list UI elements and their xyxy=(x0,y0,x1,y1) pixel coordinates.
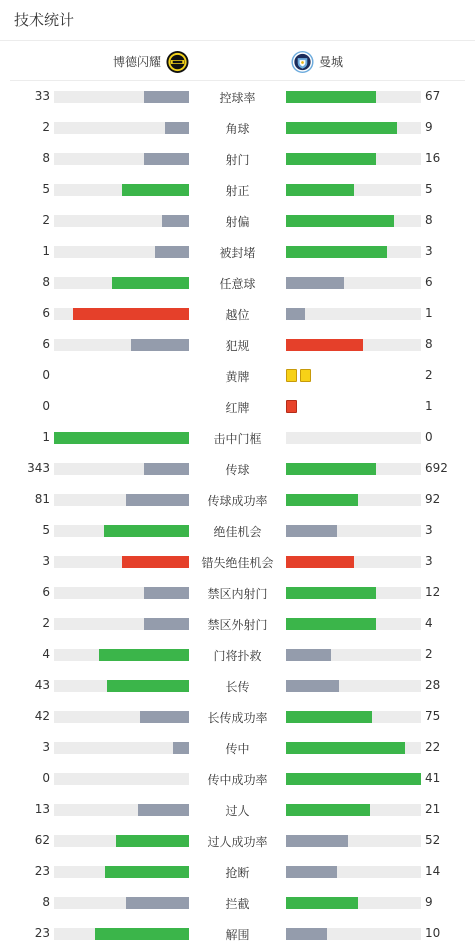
away-value: 5 xyxy=(425,182,433,196)
away-bar-fill xyxy=(286,184,354,196)
stat-row xyxy=(0,267,475,298)
stat-row xyxy=(0,608,475,639)
away-bar xyxy=(286,339,421,351)
home-bar xyxy=(54,184,189,196)
home-value: 33 xyxy=(34,89,50,103)
away-bar xyxy=(286,742,421,754)
away-bar-fill xyxy=(286,153,376,165)
home-value: 343 xyxy=(27,461,50,475)
stat-row xyxy=(0,794,475,825)
away-bar-fill xyxy=(286,773,421,785)
home-bar xyxy=(54,463,189,475)
away-bar-fill xyxy=(286,804,370,816)
home-bar-fill xyxy=(107,680,189,692)
away-value: 75 xyxy=(425,709,441,723)
home-value: 2 xyxy=(42,616,50,630)
stat-row xyxy=(0,205,475,236)
stat-label: 禁区外射门 xyxy=(207,618,268,632)
stat-label: 被封堵 xyxy=(219,246,256,260)
away-value: 8 xyxy=(425,337,433,351)
home-value: 6 xyxy=(42,337,50,351)
home-value: 0 xyxy=(42,368,50,382)
away-bar xyxy=(286,215,421,227)
away-value: 2 xyxy=(425,647,433,661)
stat-label: 传球 xyxy=(225,463,250,477)
stat-row xyxy=(0,515,475,546)
away-bar xyxy=(286,432,421,444)
home-value: 5 xyxy=(42,182,50,196)
home-bar xyxy=(54,153,189,165)
home-bar-fill xyxy=(131,339,189,351)
away-value: 2 xyxy=(425,368,433,382)
home-bar xyxy=(54,215,189,227)
away-bar xyxy=(286,277,421,289)
stat-label: 红牌 xyxy=(225,401,250,415)
away-bar-fill xyxy=(286,835,348,847)
stat-label: 禁区内射门 xyxy=(207,587,268,601)
home-bar xyxy=(54,618,189,630)
stat-row xyxy=(0,174,475,205)
stat-row xyxy=(0,701,475,732)
stat-label: 绝佳机会 xyxy=(213,525,262,539)
yellow-card-icon xyxy=(286,369,297,382)
stat-label: 拦截 xyxy=(225,897,250,911)
away-bar-fill xyxy=(286,556,354,568)
home-bar-fill xyxy=(155,246,189,258)
away-cards xyxy=(286,400,297,413)
away-value: 9 xyxy=(425,895,433,909)
away-bar-fill xyxy=(286,928,327,940)
away-value: 3 xyxy=(425,523,433,537)
stat-label: 击中门框 xyxy=(213,432,262,446)
away-bar-fill xyxy=(286,618,376,630)
stat-label: 过人 xyxy=(225,804,250,818)
stat-label: 传球成功率 xyxy=(207,494,268,508)
home-bar xyxy=(54,339,189,351)
home-bar xyxy=(54,432,189,444)
yellow-card-icon xyxy=(300,369,311,382)
home-bar xyxy=(54,711,189,723)
stat-row xyxy=(0,887,475,918)
away-value: 14 xyxy=(425,864,441,878)
home-value: 8 xyxy=(42,275,50,289)
stat-row xyxy=(0,918,475,949)
home-bar-fill xyxy=(122,184,190,196)
away-bar xyxy=(286,897,421,909)
stat-label: 门将扑救 xyxy=(213,649,262,663)
away-bar-fill xyxy=(286,463,376,475)
away-value: 3 xyxy=(425,244,433,258)
home-bar-fill xyxy=(144,587,189,599)
home-bar xyxy=(54,494,189,506)
away-bar xyxy=(286,680,421,692)
home-team-name: 博德闪耀 xyxy=(112,55,161,69)
home-bar-fill xyxy=(116,835,189,847)
home-value: 5 xyxy=(42,523,50,537)
home-value: 42 xyxy=(34,709,50,723)
home-bar-fill xyxy=(95,928,190,940)
home-bar xyxy=(54,897,189,909)
stat-label: 传中成功率 xyxy=(207,773,268,787)
stat-label: 抢断 xyxy=(225,866,250,880)
home-value: 3 xyxy=(42,554,50,568)
title-divider xyxy=(0,40,475,41)
home-value: 2 xyxy=(42,213,50,227)
manchester-city-crest-icon xyxy=(291,50,314,73)
stat-label: 长传 xyxy=(225,680,250,694)
red-card-icon xyxy=(286,400,297,413)
teams-header xyxy=(0,44,475,80)
away-bar xyxy=(286,153,421,165)
stat-row xyxy=(0,422,475,453)
stat-row xyxy=(0,763,475,794)
stat-label: 任意球 xyxy=(219,277,256,291)
home-value: 2 xyxy=(42,120,50,134)
stat-row xyxy=(0,453,475,484)
stat-label: 控球率 xyxy=(219,91,256,105)
home-value: 6 xyxy=(42,306,50,320)
home-bar-fill xyxy=(104,525,189,537)
away-bar-fill xyxy=(286,122,397,134)
home-bar-fill xyxy=(112,277,189,289)
stat-label: 传中 xyxy=(225,742,250,756)
away-value: 1 xyxy=(425,306,433,320)
home-value: 1 xyxy=(42,430,50,444)
home-value: 43 xyxy=(34,678,50,692)
away-bar-fill xyxy=(286,246,387,258)
home-value: 13 xyxy=(34,802,50,816)
away-value: 0 xyxy=(425,430,433,444)
away-bar-fill xyxy=(286,308,305,320)
home-value: 23 xyxy=(34,864,50,878)
away-value: 1 xyxy=(425,399,433,413)
away-value: 28 xyxy=(425,678,441,692)
away-value: 10 xyxy=(425,926,441,940)
home-value: 0 xyxy=(42,771,50,785)
stat-label: 错失绝佳机会 xyxy=(201,556,274,570)
home-bar xyxy=(54,649,189,661)
away-bar xyxy=(286,804,421,816)
home-bar-fill xyxy=(144,618,189,630)
away-bar xyxy=(286,711,421,723)
away-value: 3 xyxy=(425,554,433,568)
stat-row xyxy=(0,143,475,174)
home-bar-fill xyxy=(54,432,189,444)
home-bar-fill xyxy=(144,463,189,475)
home-bar-fill xyxy=(105,866,189,878)
away-value: 12 xyxy=(425,585,441,599)
stat-row xyxy=(0,81,475,112)
away-bar xyxy=(286,618,421,630)
away-value: 8 xyxy=(425,213,433,227)
home-bar-fill xyxy=(126,494,189,506)
stat-label: 过人成功率 xyxy=(207,835,268,849)
away-bar xyxy=(286,246,421,258)
home-bar xyxy=(54,587,189,599)
away-value: 21 xyxy=(425,802,441,816)
home-bar-fill xyxy=(165,122,189,134)
home-bar-fill xyxy=(144,153,189,165)
home-bar xyxy=(54,277,189,289)
away-bar-fill xyxy=(286,711,372,723)
away-bar xyxy=(286,184,421,196)
home-bar-fill xyxy=(122,556,190,568)
away-bar xyxy=(286,773,421,785)
home-value: 1 xyxy=(42,244,50,258)
away-value: 92 xyxy=(425,492,441,506)
away-bar-fill xyxy=(286,742,405,754)
away-bar xyxy=(286,463,421,475)
away-bar-fill xyxy=(286,680,339,692)
home-bar xyxy=(54,91,189,103)
home-bar-fill xyxy=(99,649,189,661)
away-team[interactable] xyxy=(291,50,343,73)
away-bar-fill xyxy=(286,277,344,289)
home-bar xyxy=(54,835,189,847)
away-bar xyxy=(286,866,421,878)
stat-row xyxy=(0,112,475,143)
home-value: 0 xyxy=(42,399,50,413)
home-bar xyxy=(54,525,189,537)
stat-label: 解围 xyxy=(225,928,250,942)
away-bar xyxy=(286,494,421,506)
page-title: 技术统计 xyxy=(14,11,75,29)
stat-label: 长传成功率 xyxy=(207,711,268,725)
home-value: 8 xyxy=(42,895,50,909)
home-bar xyxy=(54,680,189,692)
stat-row xyxy=(0,577,475,608)
away-value: 6 xyxy=(425,275,433,289)
away-bar-fill xyxy=(286,897,358,909)
home-bar-fill xyxy=(138,804,189,816)
away-bar-fill xyxy=(286,494,358,506)
home-bar xyxy=(54,246,189,258)
away-value: 4 xyxy=(425,616,433,630)
home-bar-fill xyxy=(144,91,189,103)
away-value: 22 xyxy=(425,740,441,754)
stat-label: 角球 xyxy=(225,122,250,136)
stat-row xyxy=(0,391,475,422)
stat-row xyxy=(0,639,475,670)
home-bar xyxy=(54,866,189,878)
stat-row xyxy=(0,329,475,360)
away-value: 41 xyxy=(425,771,441,785)
home-bar xyxy=(54,804,189,816)
bodo-glimt-crest-icon xyxy=(166,50,189,73)
away-bar xyxy=(286,122,421,134)
away-value: 16 xyxy=(425,151,441,165)
stat-row xyxy=(0,825,475,856)
stats-list xyxy=(0,81,475,949)
stat-row xyxy=(0,236,475,267)
stat-label: 射门 xyxy=(225,153,250,167)
home-bar-fill xyxy=(173,742,189,754)
away-bar-fill xyxy=(286,649,331,661)
home-bar-fill xyxy=(162,215,189,227)
away-bar-fill xyxy=(286,339,363,351)
away-bar xyxy=(286,91,421,103)
home-bar xyxy=(54,773,189,785)
away-value: 692 xyxy=(425,461,448,475)
stat-label: 黄牌 xyxy=(225,370,250,384)
away-value: 9 xyxy=(425,120,433,134)
stat-label: 犯规 xyxy=(225,339,250,353)
home-value: 62 xyxy=(34,833,50,847)
away-bar-fill xyxy=(286,215,394,227)
stat-row xyxy=(0,298,475,329)
away-team-name: 曼城 xyxy=(319,55,344,69)
away-bar xyxy=(286,835,421,847)
home-bar-fill xyxy=(140,711,189,723)
home-bar xyxy=(54,556,189,568)
stat-row xyxy=(0,856,475,887)
home-value: 23 xyxy=(34,926,50,940)
away-bar-fill xyxy=(286,587,376,599)
home-value: 3 xyxy=(42,740,50,754)
home-bar xyxy=(54,308,189,320)
home-value: 81 xyxy=(34,492,50,506)
stat-label: 越位 xyxy=(225,308,250,322)
home-value: 8 xyxy=(42,151,50,165)
stat-label: 射正 xyxy=(225,184,250,198)
away-bar-fill xyxy=(286,91,376,103)
stat-row xyxy=(0,484,475,515)
away-value: 67 xyxy=(425,89,441,103)
stat-row xyxy=(0,360,475,391)
away-bar xyxy=(286,587,421,599)
home-bar xyxy=(54,122,189,134)
home-value: 6 xyxy=(42,585,50,599)
away-value: 52 xyxy=(425,833,441,847)
stat-row xyxy=(0,546,475,577)
home-value: 4 xyxy=(42,647,50,661)
away-bar xyxy=(286,525,421,537)
away-bar xyxy=(286,928,421,940)
away-cards xyxy=(286,369,311,382)
away-bar xyxy=(286,556,421,568)
stat-row xyxy=(0,732,475,763)
home-bar-fill xyxy=(73,308,189,320)
stat-label: 射偏 xyxy=(225,215,250,229)
home-bar xyxy=(54,742,189,754)
home-team[interactable] xyxy=(113,50,189,73)
away-bar xyxy=(286,649,421,661)
home-bar xyxy=(54,928,189,940)
away-bar xyxy=(286,308,421,320)
away-bar-fill xyxy=(286,525,337,537)
away-bar-fill xyxy=(286,866,337,878)
stat-row xyxy=(0,670,475,701)
home-bar-fill xyxy=(126,897,189,909)
